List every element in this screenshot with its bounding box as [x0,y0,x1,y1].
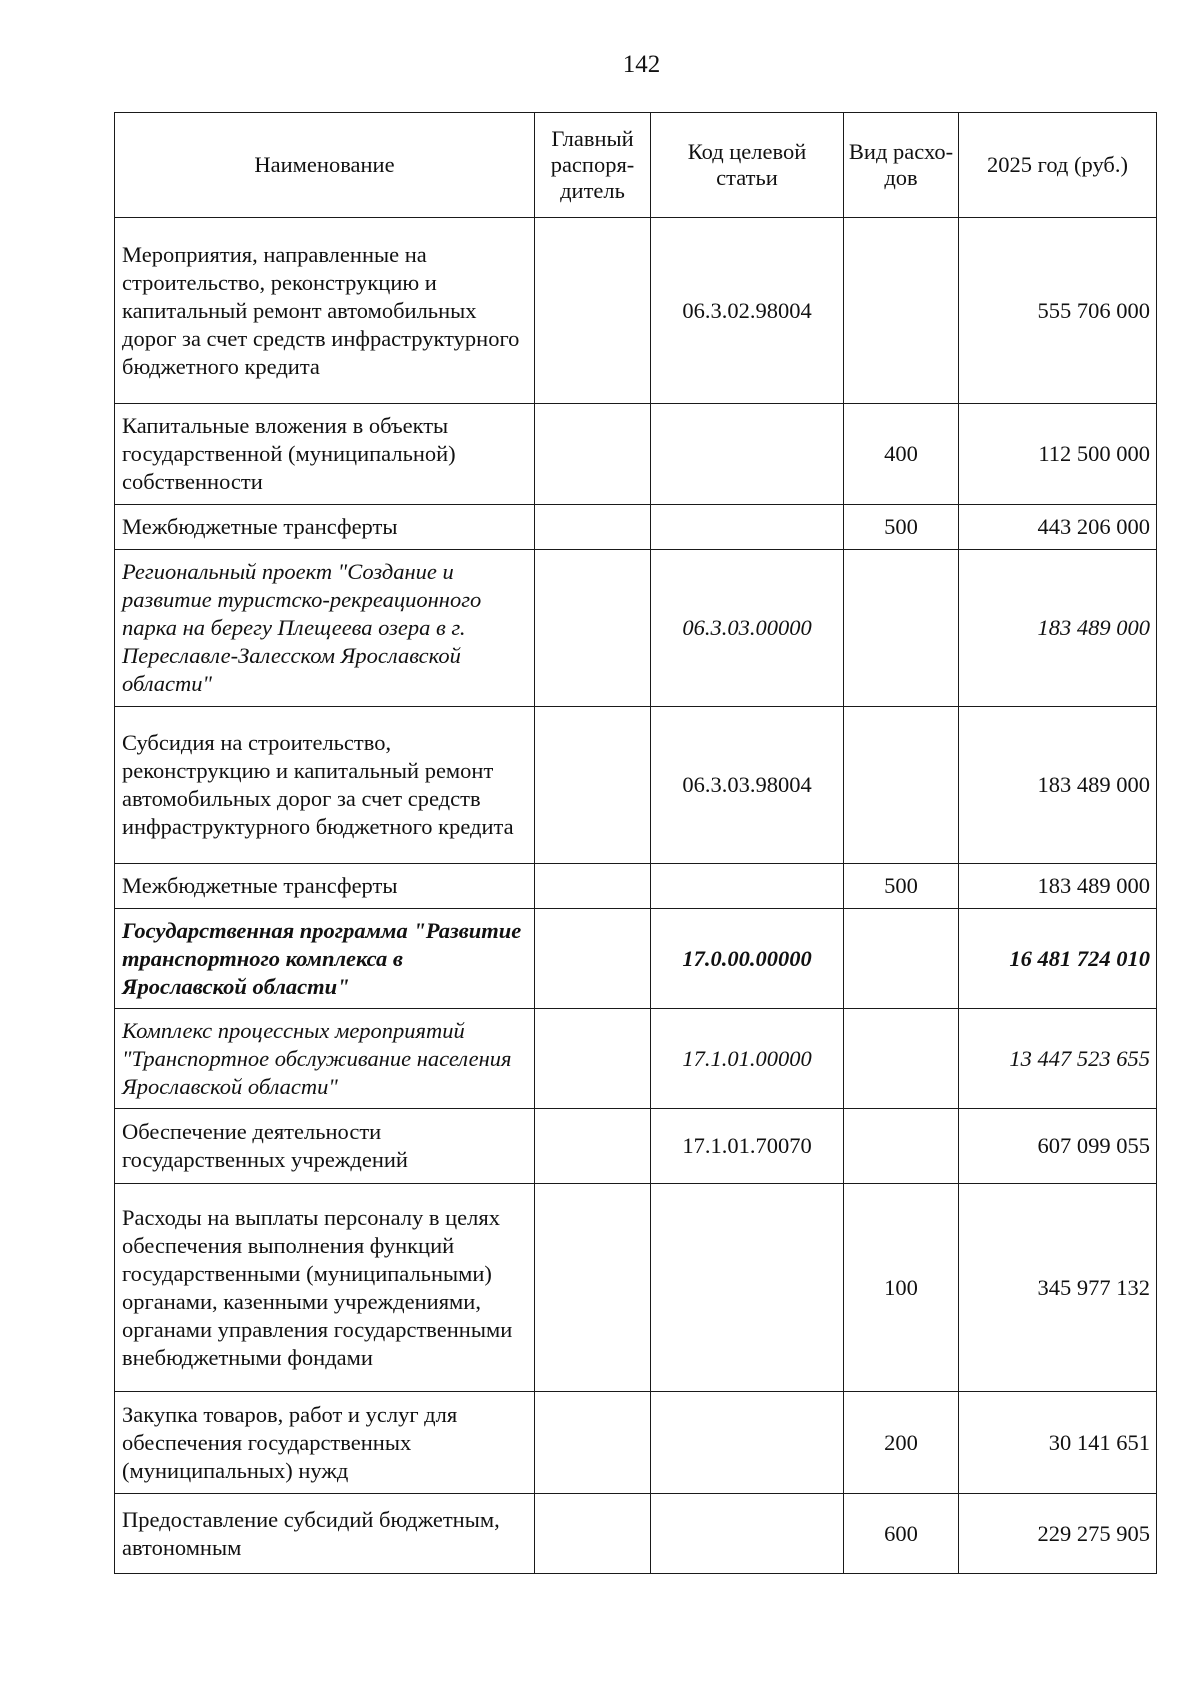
cell-code [651,864,844,909]
cell-name: Региональный проект "Создание и развитие туристско-рекреационного парка на берегу Плещеева озера в г. Переславле-Залесском Ярославской области" [115,550,535,707]
cell-admin [535,404,651,505]
cell-kind: 500 [844,864,959,909]
cell-amount: 183 489 000 [959,550,1157,707]
cell-kind: 200 [844,1392,959,1494]
cell-kind: 500 [844,505,959,550]
cell-kind [844,707,959,864]
cell-name: Межбюджетные трансферты [115,505,535,550]
table-row [115,218,1157,404]
cell-code: 17.0.00.00000 [651,909,844,1009]
cell-admin [535,707,651,864]
cell-name: Предоставление субсидий бюджетным, автономным [115,1494,535,1574]
cell-name: Расходы на выплаты персоналу в целях обеспечения выполнения функций государственными (муниципальными) органами, казенными учреждениями, органами управления государственными внебюджетными фондами [115,1184,535,1392]
cell-code [651,505,844,550]
cell-kind: 400 [844,404,959,505]
cell-kind: 100 [844,1184,959,1392]
cell-name: Государственная программа "Развитие транспортного комплекса в Ярославской области" [115,909,535,1009]
table-row [115,909,1157,1009]
cell-name: Межбюджетные трансферты [115,864,535,909]
table-row [115,1392,1157,1494]
cell-admin [535,505,651,550]
cell-code [651,1494,844,1574]
cell-admin [535,909,651,1009]
table-row [115,707,1157,864]
table-body [115,218,1157,1574]
budget-table [114,112,1157,1574]
table-row [115,505,1157,550]
cell-amount: 345 977 132 [959,1184,1157,1392]
cell-code [651,1184,844,1392]
table-row [115,864,1157,909]
table-header-row [115,113,1157,218]
header-name: Наименование [115,113,535,218]
cell-amount: 16 481 724 010 [959,909,1157,1009]
cell-kind [844,218,959,404]
cell-amount: 183 489 000 [959,864,1157,909]
cell-amount: 112 500 000 [959,404,1157,505]
cell-admin [535,218,651,404]
cell-admin [535,1494,651,1574]
table-row [115,1494,1157,1574]
cell-name: Субсидия на строительство, реконструкцию и капитальный ремонт автомобильных дорог за счет средств инфраструктурного бюджетного кредита [115,707,535,864]
cell-admin [535,1109,651,1184]
cell-code: 06.3.02.98004 [651,218,844,404]
table-row [115,404,1157,505]
cell-name: Закупка товаров, работ и услуг для обеспечения государственных (муниципальных) нужд [115,1392,535,1494]
header-admin: Главный распоря-дитель [535,113,651,218]
cell-name: Комплекс процессных мероприятий "Транспортное обслуживание населения Ярославской области" [115,1009,535,1109]
cell-admin [535,1184,651,1392]
page-number: 142 [622,51,661,78]
cell-code: 06.3.03.98004 [651,707,844,864]
cell-admin [535,1392,651,1494]
cell-amount: 607 099 055 [959,1109,1157,1184]
cell-code: 06.3.03.00000 [651,550,844,707]
header-code: Код целевой статьи [651,113,844,218]
cell-amount: 30 141 651 [959,1392,1157,1494]
cell-name: Мероприятия, направленные на строительство, реконструкцию и капитальный ремонт автомобильных дорог за счет средств инфраструктурного бюджетного кредита [115,218,535,404]
cell-admin [535,550,651,707]
table-row [115,1009,1157,1109]
cell-kind: 600 [844,1494,959,1574]
table-row [115,550,1157,707]
header-amount: 2025 год (руб.) [959,113,1157,218]
cell-code [651,404,844,505]
cell-kind [844,1109,959,1184]
cell-amount: 183 489 000 [959,707,1157,864]
cell-amount: 229 275 905 [959,1494,1157,1574]
cell-kind [844,550,959,707]
cell-amount: 443 206 000 [959,505,1157,550]
cell-kind [844,909,959,1009]
cell-kind [844,1009,959,1109]
cell-code: 17.1.01.70070 [651,1109,844,1184]
table-row [115,1109,1157,1184]
cell-code: 17.1.01.00000 [651,1009,844,1109]
cell-name: Обеспечение деятельности государственных учреждений [115,1109,535,1184]
cell-amount: 13 447 523 655 [959,1009,1157,1109]
cell-code [651,1392,844,1494]
cell-admin [535,1009,651,1109]
cell-name: Капитальные вложения в объекты государственной (муниципальной) собственности [115,404,535,505]
header-kind: Вид расхо-дов [844,113,959,218]
table-row [115,1184,1157,1392]
cell-admin [535,864,651,909]
cell-amount: 555 706 000 [959,218,1157,404]
